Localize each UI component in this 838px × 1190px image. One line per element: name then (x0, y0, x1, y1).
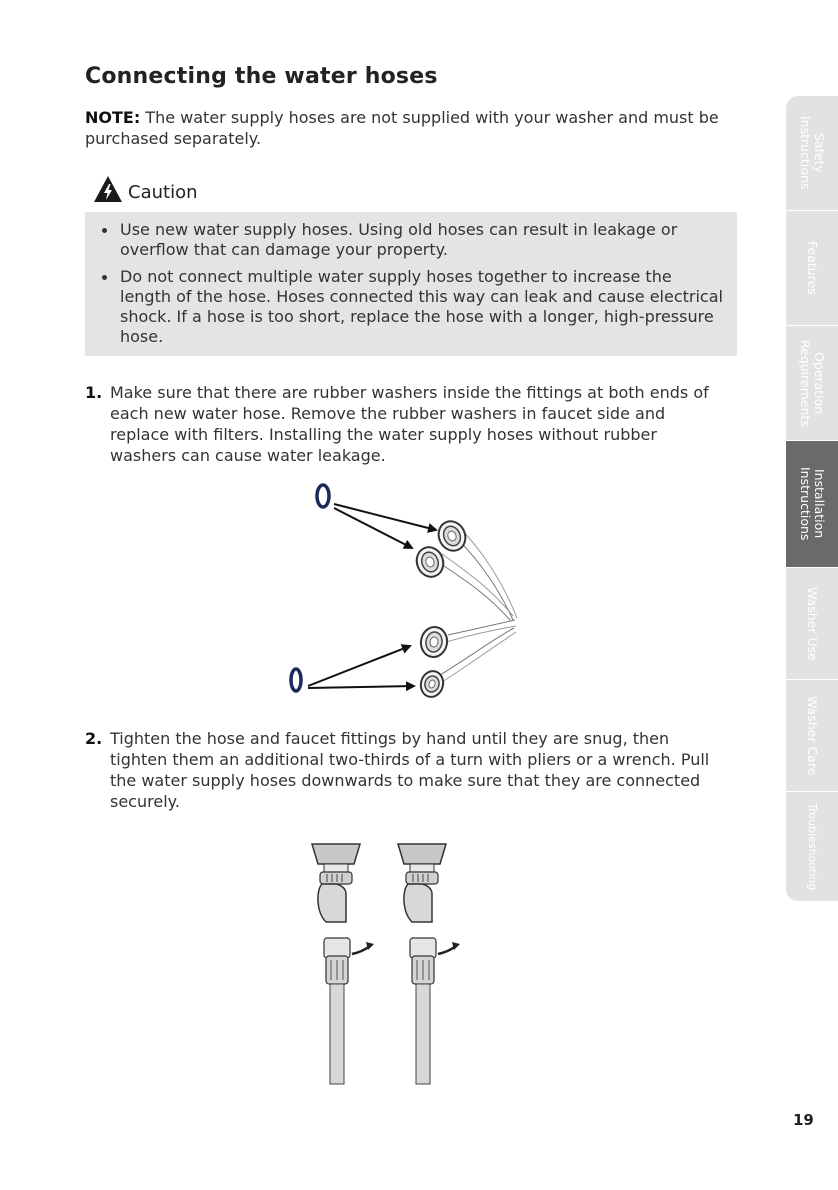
caution-item (85, 220, 737, 260)
caution-item-text: Do not connect multiple water supply hoses together to increase the length of the hose. Hoses connected this way can leak and cause electrical shock. If a hose is too short, replace the hose with a longer, high-pressure hose. (120, 267, 723, 346)
tab-label: Troubleshooting (806, 802, 819, 891)
hose-fitting (413, 543, 448, 580)
tab-features[interactable] (786, 211, 838, 326)
caution-item (85, 267, 737, 347)
note-label: NOTE: (85, 108, 141, 127)
tab-label: Installation Instructions (798, 467, 827, 541)
note-paragraph (85, 107, 725, 149)
caution-list (85, 212, 737, 347)
step-1 (85, 382, 725, 466)
caution-heading (92, 172, 198, 204)
page-title: Connecting the water hoses (85, 64, 438, 89)
rubber-washer-icon (291, 669, 301, 691)
step-2 (85, 728, 725, 812)
rubber-washer-icon (317, 485, 329, 507)
tab-label: Safety Instructions (798, 116, 827, 190)
bullet-icon (102, 228, 107, 233)
faucet-assembly-right (398, 844, 460, 1084)
faucet-tightening-illustration (300, 838, 480, 1088)
tab-label: Washer Care (805, 695, 820, 776)
tab-washer-care[interactable] (786, 680, 838, 792)
tab-installation-instructions[interactable] (786, 441, 838, 568)
tab-label: Features (805, 241, 820, 295)
caution-box (85, 212, 737, 356)
tab-troubleshooting[interactable] (786, 792, 838, 902)
step-text: Make sure that there are rubber washers inside the fittings at both ends of each new water hose. Remove the rubber washers in faucet side and replace with filters. Installing the water supply hoses without rubber washers can cause water leakage. (110, 383, 709, 465)
step-text: Tighten the hose and faucet fittings by hand until they are snug, then tighten them an additional two-thirds of a turn with pliers or a wrench. Pull the water supply hoses downwards to make sure that they are connected securely. (110, 729, 710, 811)
hose-fitting (434, 517, 470, 555)
tab-safety-instructions[interactable] (786, 96, 838, 211)
warning-triangle-icon (92, 174, 124, 204)
tab-label: Operation Requirements (798, 339, 827, 427)
tab-washer-use[interactable] (786, 568, 838, 680)
note-text: The water supply hoses are not supplied with your washer and must be purchased separately. (85, 108, 719, 148)
caution-title: Caution (128, 182, 198, 203)
hose-fitting (419, 625, 450, 659)
caution-item-text: Use new water supply hoses. Using old hoses can result in leakage or overflow that can damage your property. (120, 220, 678, 259)
bullet-icon (102, 275, 107, 280)
rubber-washer-illustration (270, 470, 540, 710)
tab-operation-requirements[interactable] (786, 326, 838, 441)
page-number: 19 (793, 1111, 814, 1129)
faucet-assembly-left (312, 844, 374, 1084)
step-number: 1. (85, 383, 103, 402)
step-number: 2. (85, 729, 103, 748)
tab-label: Washer Use (805, 586, 820, 661)
hose-fitting (418, 669, 446, 700)
